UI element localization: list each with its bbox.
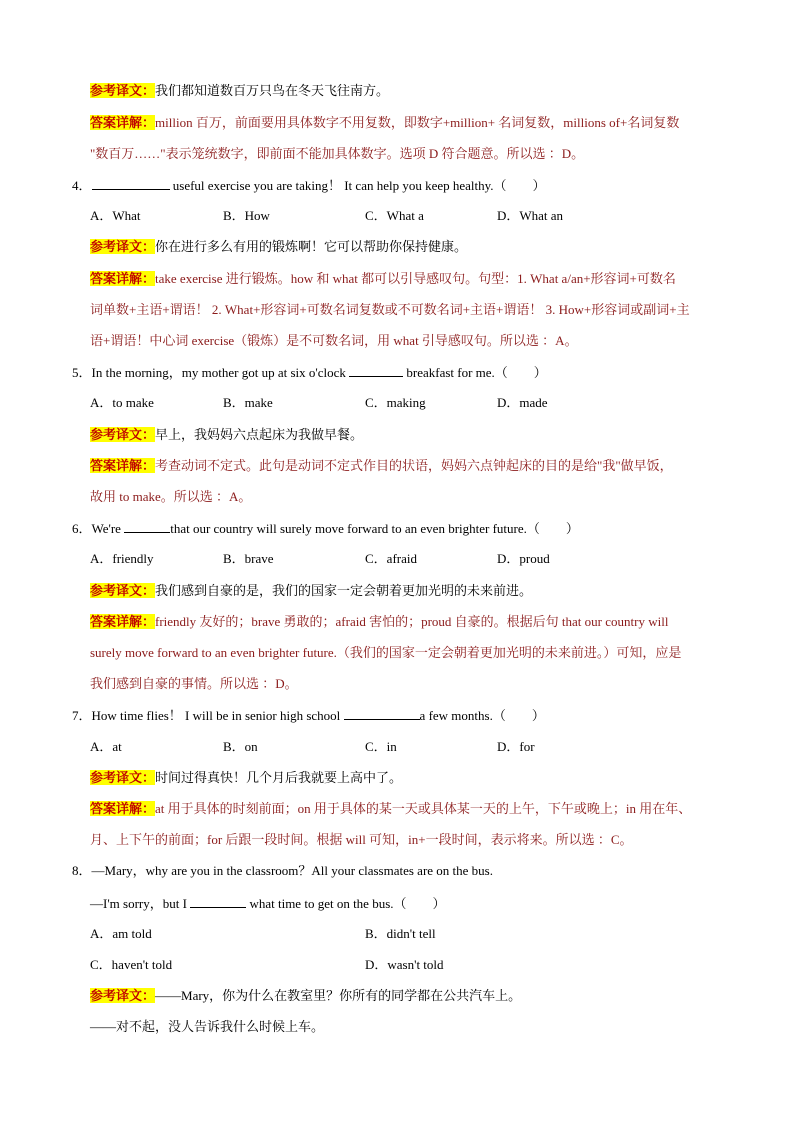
question-number: 8． — [72, 863, 92, 878]
translation-text: ——对不起，没人告诉我什么时候上车。 — [90, 1019, 325, 1034]
explanation-text: 月、上下午的前面；for 后跟一段时间。根据 will 可知，in+一段时间，表示将来。所以选 ：C。 — [90, 832, 633, 847]
option-b: B．How — [223, 208, 270, 223]
question-number: 5． — [72, 365, 92, 380]
translation-text: 早上，我妈妈六点起床为我做早餐。 — [155, 427, 364, 442]
translation-text: ——Mary，你为什么在教室里？你所有的同学都在公共汽车上。 — [155, 988, 522, 1003]
question-number: 7． — [72, 708, 92, 723]
question-stem — [72, 175, 546, 196]
answer-blank — [92, 175, 170, 190]
stem-text: breakfast for me.（ ） — [403, 365, 547, 380]
question-number: 4． — [72, 178, 92, 193]
translation-text: 我们都知道数百万只鸟在冬天飞往南方。 — [155, 83, 390, 98]
option-a: A．at — [90, 739, 122, 754]
translation-text: 时间过得真快！几个月后我就要上高中了。 — [155, 770, 403, 785]
question-stem — [90, 893, 446, 914]
translation-line — [90, 768, 402, 788]
option-d: D．proud — [497, 551, 550, 566]
option-a: A．What — [90, 208, 141, 223]
translation-line — [90, 237, 467, 257]
explanation-text: friendly 友好的；brave 勇敢的；afraid 害怕的；proud 自豪的。根据后句 that our country will — [155, 614, 669, 629]
translation-line — [90, 81, 389, 101]
stem-text: what time to get on the bus.（ ） — [246, 896, 446, 911]
explanation-label: 答案详解： — [90, 614, 156, 629]
question-stem — [72, 518, 579, 539]
option-c: C．afraid — [365, 551, 417, 566]
translation-text: 你在进行多么有用的锻炼啊！它可以帮助你保持健康。 — [155, 239, 468, 254]
option-b: B．didn't tell — [365, 926, 436, 941]
explanation-label: 答案详解： — [90, 458, 156, 473]
stem-text: We're — [91, 521, 125, 536]
translation-text: 我们感到自豪的是，我们的国家一定会朝着更加光明的未来前进。 — [155, 583, 533, 598]
explanation-line — [90, 799, 691, 819]
translation-line — [90, 986, 521, 1006]
explanation-line — [90, 269, 676, 289]
question-stem — [72, 705, 545, 726]
translation-label: 参考译文： — [90, 583, 156, 598]
explanation-label: 答案详解： — [90, 271, 156, 286]
explanation-line — [90, 456, 673, 476]
explanation-label: 答案详解： — [90, 801, 156, 816]
translation-line — [90, 425, 363, 445]
explanation-text: take exercise 进行锻炼。how 和 what 都可以引导感叹句。句型：1. What a/an+形容词+可数名 — [155, 271, 676, 286]
option-c: C．making — [365, 395, 426, 410]
stem-text: useful exercise you are taking！ It can help you keep healthy.（ ） — [169, 178, 546, 193]
stem-text: —I'm sorry，but I — [90, 896, 191, 911]
answer-blank — [190, 893, 246, 908]
option-c: C．in — [365, 739, 397, 754]
explanation-text: 考查动词不定式。此句是动词不定式作目的状语，妈妈六点钟起床的目的是给"我"做早饭， — [155, 458, 673, 473]
stem-text: —Mary，why are you in the classroom？All your classmates are on the bus. — [91, 863, 493, 878]
explanation-text: "数百万……"表示笼统数字，即前面不能加具体数字。选项 D 符合题意。所以选 ：D。 — [90, 146, 585, 161]
explanation-text: 故用 to make。所以选 ：A。 — [90, 489, 252, 504]
option-d: D．What an — [497, 208, 564, 223]
explanation-line — [90, 113, 679, 133]
answer-blank — [349, 362, 403, 377]
explanation-text: 我们感到自豪的事情。所以选 ：D。 — [90, 676, 298, 691]
option-b: B．on — [223, 739, 258, 754]
translation-label: 参考译文： — [90, 239, 156, 254]
option-d: D．for — [497, 739, 535, 754]
question-number: 6． — [72, 521, 92, 536]
option-d: D．wasn't told — [365, 957, 444, 972]
option-b: B．brave — [223, 551, 274, 566]
translation-line — [90, 581, 532, 601]
explanation-text: million 百万，前面要用具体数字不用复数，即数字+million+ 名词复数，millions of+名词复数 — [155, 115, 680, 130]
option-a: A．friendly — [90, 551, 154, 566]
stem-text: How time flies！ I will be in senior high school — [91, 708, 344, 723]
answer-blank — [344, 705, 420, 720]
stem-text: a few months.（ ） — [419, 708, 545, 723]
explanation-label: 答案详解： — [90, 115, 156, 130]
translation-label: 参考译文： — [90, 427, 156, 442]
explanation-text: at 用于具体的时刻前面；on 用于具体的某一天或具体某一天的上午，下午或晚上；in 用在年、 — [155, 801, 692, 816]
option-d: D．made — [497, 395, 548, 410]
translation-label: 参考译文： — [90, 83, 156, 98]
translation-label: 参考译文： — [90, 770, 156, 785]
option-a: A．to make — [90, 395, 154, 410]
explanation-line — [90, 612, 668, 632]
answer-blank — [124, 518, 170, 533]
translation-label: 参考译文： — [90, 988, 156, 1003]
option-c: C．haven't told — [90, 957, 173, 972]
option-a: A．am told — [90, 926, 152, 941]
stem-text: In the morning，my mother got up at six o'clock — [91, 365, 350, 380]
question-stem — [72, 362, 547, 383]
question-stem — [72, 861, 493, 881]
stem-text: that our country will surely move forward to an even brighter future.（ ） — [170, 521, 579, 536]
explanation-text: 语+谓语！中心词 exercise（锻炼）是不可数名词，用 what 引导感叹句。所以选 ：A。 — [90, 333, 578, 348]
option-b: B．make — [223, 395, 273, 410]
explanation-text: 词单数+主语+谓语！ 2. What+形容词+可数名词复数或不可数名词+主语+谓语！ 3. How+形容词或副词+主 — [90, 302, 690, 317]
option-c: C．What a — [365, 208, 424, 223]
explanation-text: surely move forward to an even brighter future.（我们的国家一定会朝着更加光明的未来前进。）可知，应是 — [90, 645, 682, 660]
